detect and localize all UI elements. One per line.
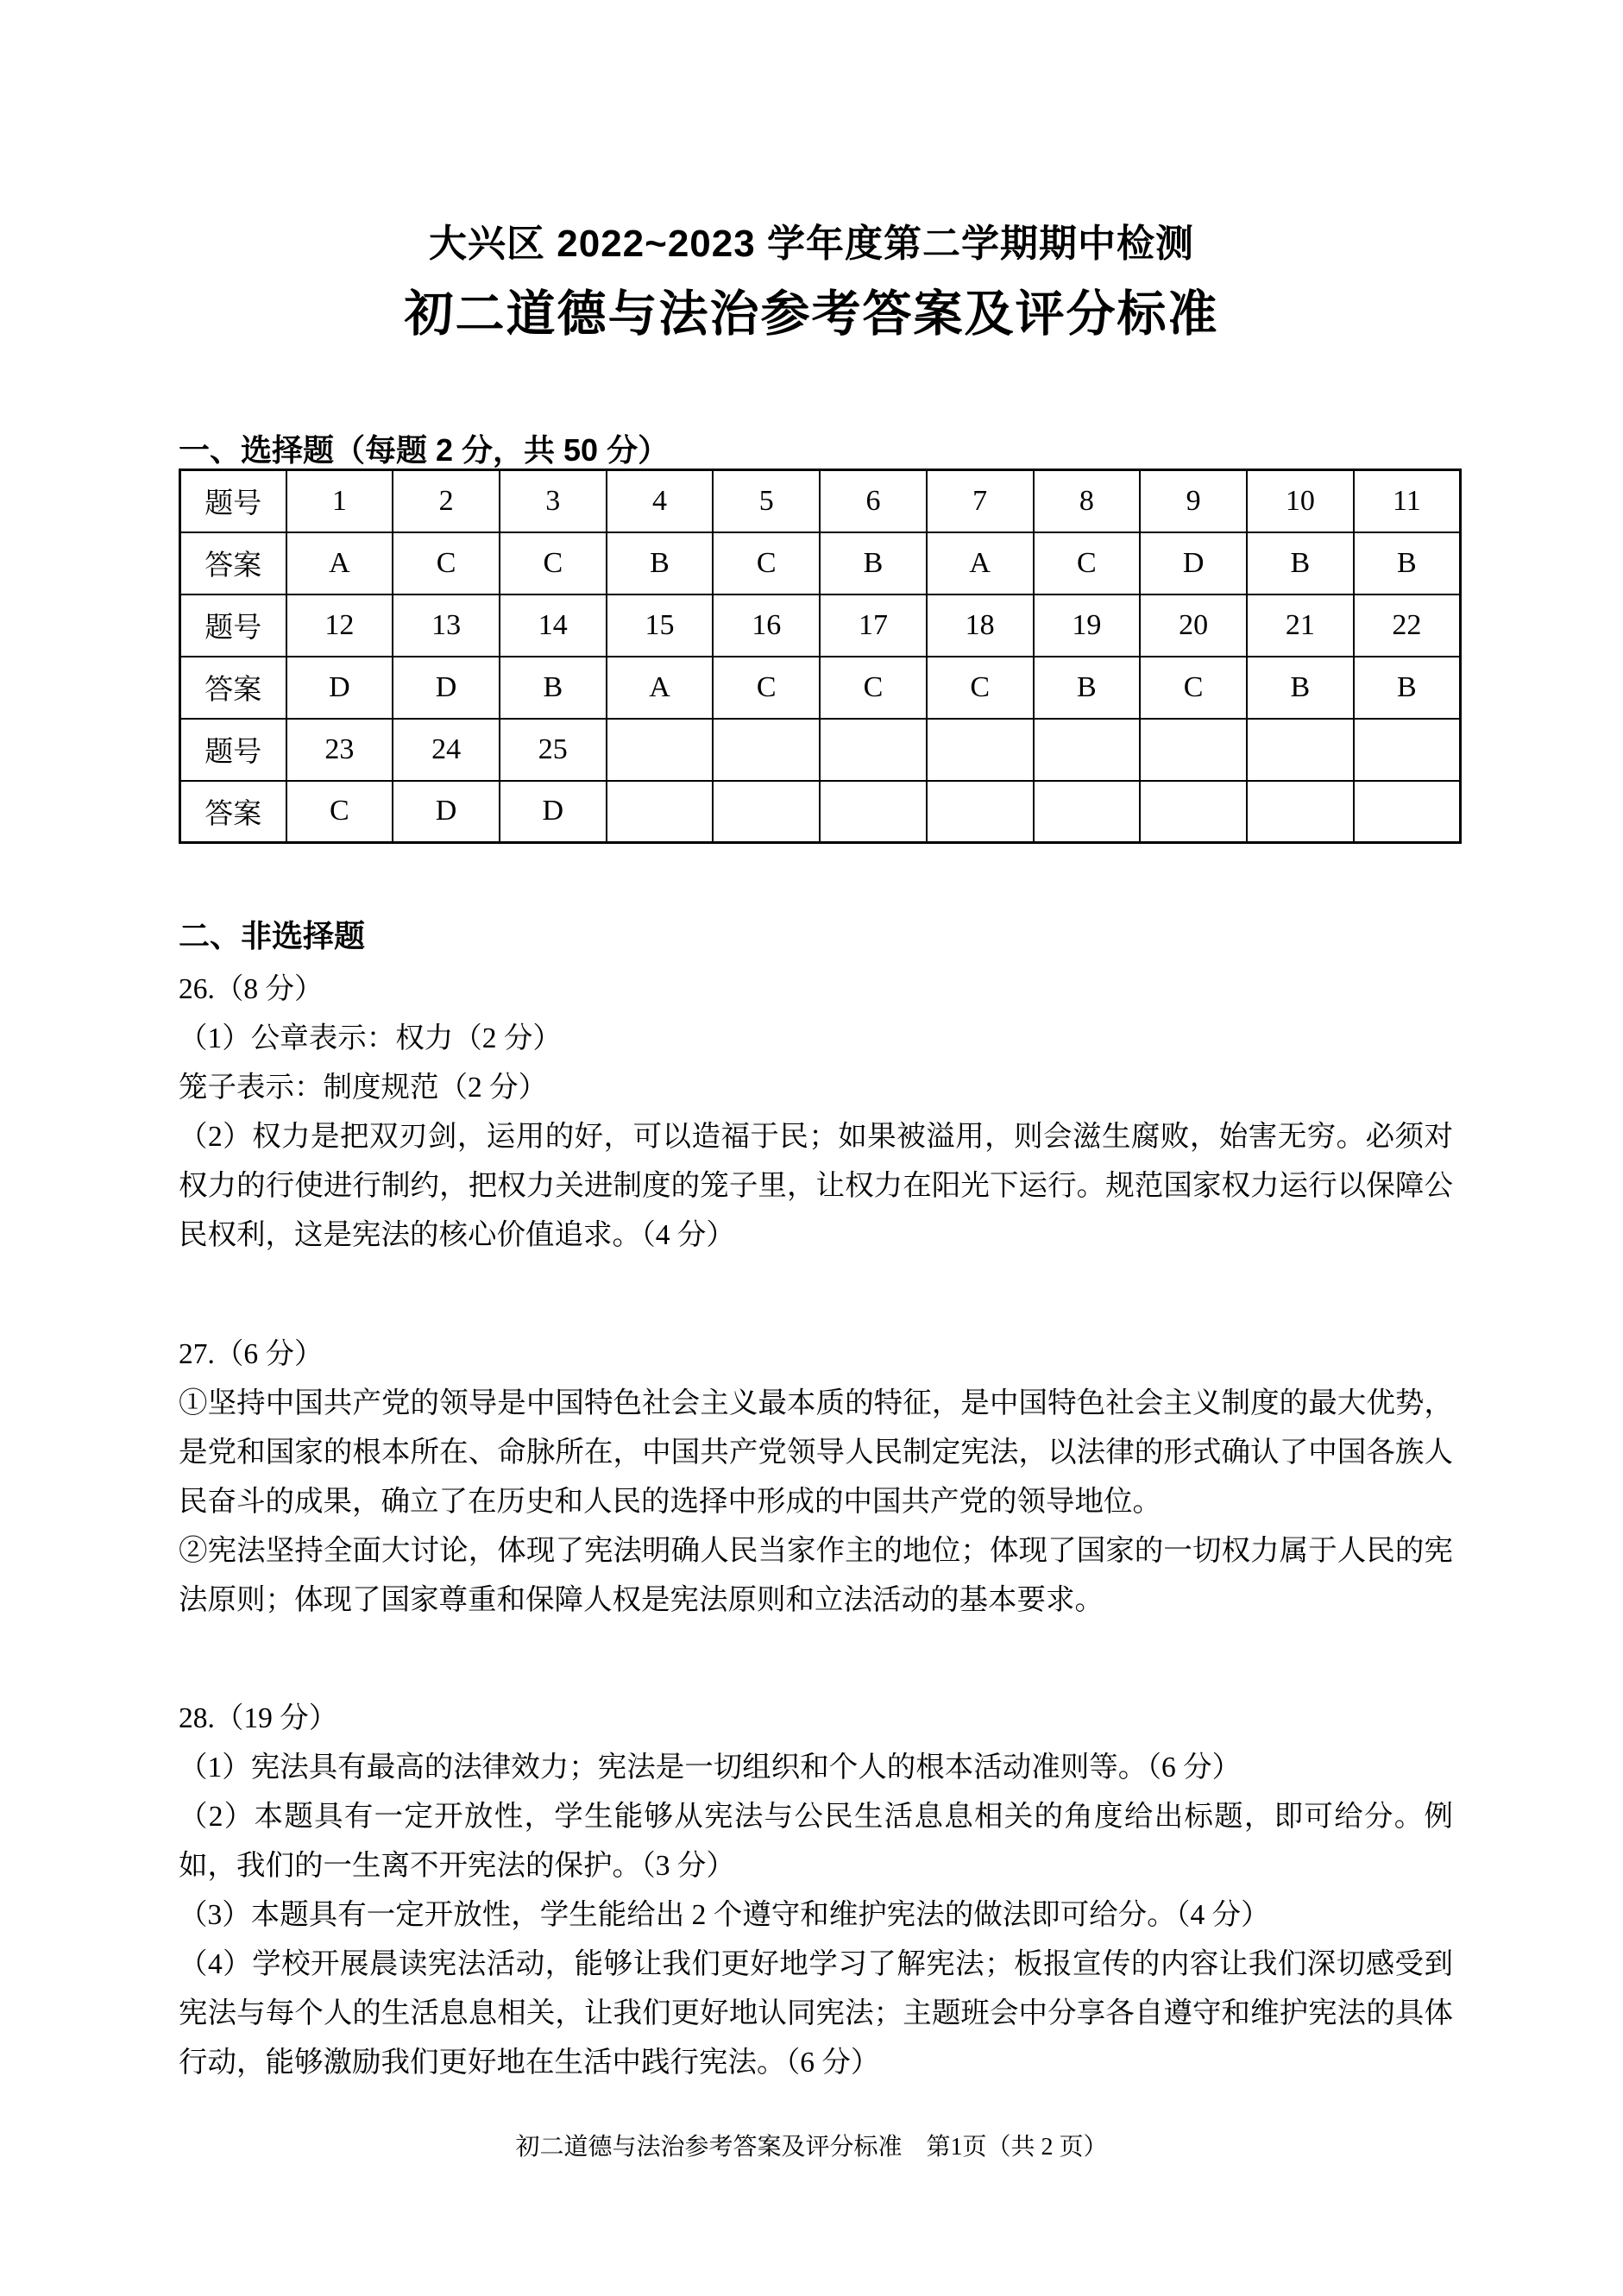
answer-cell: 8 [1034, 470, 1141, 532]
row-label-cell: 题号 [180, 470, 286, 532]
answer-cell [1140, 719, 1247, 781]
answer-cell [820, 719, 927, 781]
answer-cell: C [286, 781, 393, 843]
answer-cell: 4 [607, 470, 714, 532]
answer-cell: C [820, 657, 927, 719]
answer-cell: 5 [713, 470, 820, 532]
question-27-answer-block [179, 1330, 1453, 1625]
answer-cell: 6 [820, 470, 927, 532]
answer-cell: 12 [286, 594, 393, 657]
answer-cell [1247, 781, 1354, 843]
answer-cell [1034, 719, 1141, 781]
q28-answer-2: （2）本题具有一定开放性，学生能够从宪法与公民生活息息相关的角度给出标题，即可给分。例如，我们的一生离不开宪法的保护。（3 分） [179, 1801, 1453, 1882]
answer-cell [713, 781, 820, 843]
answer-cell: 20 [1140, 594, 1247, 657]
answer-cell: 21 [1247, 594, 1354, 657]
answer-cell: B [607, 532, 714, 594]
answer-cell: D [393, 657, 500, 719]
answer-cell: B [500, 657, 607, 719]
q27-number-line: 27.（6 分） [179, 1338, 324, 1370]
answer-cell [607, 719, 714, 781]
row-label-cell: 题号 [180, 719, 286, 781]
answer-cell: D [1140, 532, 1247, 594]
q28-answer-3: （3）本题具有一定开放性，学生能给出 2 个遵守和维护宪法的做法即可给分。（4 分） [179, 1899, 1270, 1931]
answer-cell: C [927, 657, 1034, 719]
answer-cell: C [1140, 657, 1247, 719]
q28-answer-4: （4）学校开展晨读宪法活动，能够让我们更好地学习了解宪法；板报宣传的内容让我们深切感受到宪法与每个人的生活息息相关，让我们更好地认同宪法；主题班会中分享各自遵守和维护宪法的具体行动，能够激励我们更好地在生活中践行宪法。（6 分） [179, 1948, 1453, 2079]
answer-cell: A [286, 532, 393, 594]
q26-answer-1b: 笼子表示：制度规范（2 分） [179, 1072, 548, 1104]
section-1-heading: 一、选择题（每题 2 分，共 50 分） [179, 432, 670, 468]
question-26-answer-block [179, 965, 1453, 1260]
answer-cell: B [1354, 532, 1461, 594]
q27-point-2: ②宪法坚持全面大讨论，体现了宪法明确人民当家作主的地位；体现了国家的一切权力属于人民的宪法原则；体现了国家尊重和保障人权是宪法原则和立法活动的基本要求。 [179, 1535, 1453, 1616]
answer-cell [1354, 719, 1461, 781]
answer-cell: 13 [393, 594, 500, 657]
answer-cell: B [820, 532, 927, 594]
answer-cell: D [393, 781, 500, 843]
answer-cell: 7 [927, 470, 1034, 532]
answer-cell: C [500, 532, 607, 594]
answer-cell: C [1034, 532, 1141, 594]
answer-cell [820, 781, 927, 843]
answer-table [179, 469, 1462, 844]
answer-cell: A [927, 532, 1034, 594]
answer-cell: 24 [393, 719, 500, 781]
q28-answer-1: （1）宪法具有最高的法律效力；宪法是一切组织和个人的根本活动准则等。（6 分） [179, 1752, 1242, 1783]
answer-cell: 10 [1247, 470, 1354, 532]
answer-cell [713, 719, 820, 781]
answer-cell: 1 [286, 470, 393, 532]
q26-number-line: 26.（8 分） [179, 973, 324, 1005]
row-label-cell: 答案 [180, 657, 286, 719]
answer-cell: 18 [927, 594, 1034, 657]
table-row [180, 594, 1461, 657]
answer-cell: 11 [1354, 470, 1461, 532]
answer-cell [927, 719, 1034, 781]
answer-cell: D [500, 781, 607, 843]
row-label-cell: 答案 [180, 532, 286, 594]
section-2-heading: 二、非选择题 [179, 918, 366, 953]
answer-cell [1247, 719, 1354, 781]
table-row [180, 470, 1461, 532]
document-subtitle: 初二道德与法治参考答案及评分标准 [404, 286, 1219, 342]
table-row [180, 657, 1461, 719]
answer-cell: B [1354, 657, 1461, 719]
answer-cell: 23 [286, 719, 393, 781]
table-row [180, 719, 1461, 781]
answer-cell: C [713, 532, 820, 594]
answer-cell: 3 [500, 470, 607, 532]
q27-point-1: ①坚持中国共产党的领导是中国特色社会主义最本质的特征，是中国特色社会主义制度的最大优势，是党和国家的根本所在、命脉所在，中国共产党领导人民制定宪法，以法律的形式确认了中国各族人民奋斗的成果，确立了在历史和人民的选择中形成的中国共产党的领导地位。 [179, 1387, 1453, 1518]
answer-cell: 17 [820, 594, 927, 657]
answer-cell: 16 [713, 594, 820, 657]
answer-table-body [180, 470, 1461, 843]
answer-cell [607, 781, 714, 843]
answer-cell: B [1034, 657, 1141, 719]
page-footer: 初二道德与法治参考答案及评分标准 第1页（共 2 页） [515, 2134, 1108, 2161]
document-title: 大兴区 2022~2023 学年度第二学期期中检测 [429, 223, 1194, 265]
table-row [180, 781, 1461, 843]
answer-cell: 14 [500, 594, 607, 657]
answer-cell: C [713, 657, 820, 719]
answer-cell: C [393, 532, 500, 594]
answer-cell [927, 781, 1034, 843]
row-label-cell: 答案 [180, 781, 286, 843]
row-label-cell: 题号 [180, 594, 286, 657]
table-row [180, 532, 1461, 594]
q28-number-line: 28.（19 分） [179, 1702, 338, 1734]
answer-cell [1034, 781, 1141, 843]
question-28-answer-block [179, 1694, 1453, 2087]
answer-cell: 2 [393, 470, 500, 532]
q26-answer-1a: （1）公章表示：权力（2 分） [179, 1022, 562, 1054]
answer-cell [1140, 781, 1247, 843]
q26-answer-2: （2）权力是把双刃剑，运用的好，可以造福于民；如果被溢用，则会滋生腐败，始害无穷。必须对权力的行使进行制约，把权力关进制度的笼子里，让权力在阳光下运行。规范国家权力运行以保障公民权利，这是宪法的核心价值追求。（4 分） [179, 1121, 1453, 1251]
answer-cell: 15 [607, 594, 714, 657]
answer-cell: 9 [1140, 470, 1247, 532]
answer-cell: B [1247, 657, 1354, 719]
answer-cell [1354, 781, 1461, 843]
answer-cell: 19 [1034, 594, 1141, 657]
answer-cell: 25 [500, 719, 607, 781]
answer-cell: D [286, 657, 393, 719]
answer-cell: 22 [1354, 594, 1461, 657]
answer-cell: B [1247, 532, 1354, 594]
answer-cell: A [607, 657, 714, 719]
